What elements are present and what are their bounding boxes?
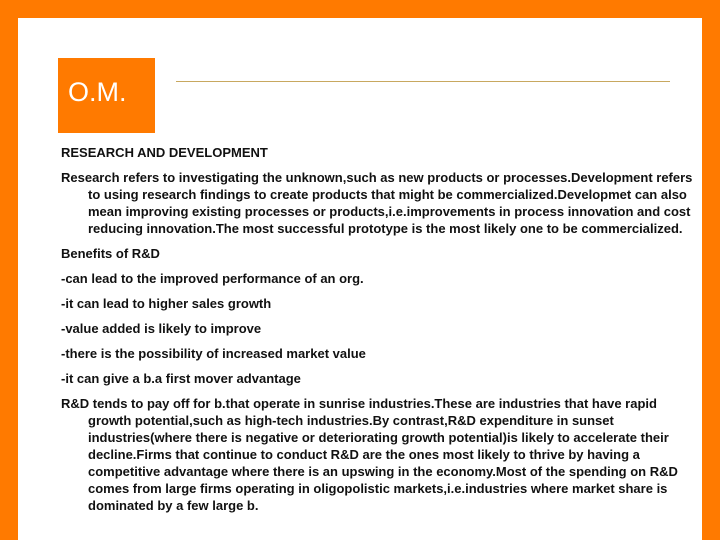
benefit-item: -it can lead to higher sales growth [61,296,272,311]
title-divider [176,81,670,82]
sunrise-industries-paragraph: R&D tends to pay off for b.that operate in sunrise industries.These are industries that have rapid growth potential,such as high-tech industries.By contrast,R&D expenditure in sunset industries(where there is negative or deteriorating growth potential)is likely to accelerate their decline.Firms that continue to conduct R&D are the ones most likely to thrive by having a competitive advantage where there is an upswing in the economy.Most of the spending on R&D comes from large firms operating in oligopolistic markets,i.e.industries where market share is dominated by a few large b. [61,396,678,513]
benefit-item: -can lead to the improved performance of an org. [61,271,364,286]
research-definition-paragraph: Research refers to investigating the unknown,such as new products or processes.Development refers to using research findings to create products that might be commercialized.Developmet can also mean improving existing processes or products,i.e.improvements in process innovation and cost reducing innovation.The most successful prototype is the most likely one to be commercialized. [61,170,693,236]
slide-body [61,144,701,522]
benefits-heading: Benefits of R&D [61,246,160,261]
title-box [58,58,155,133]
benefit-item: -value added is likely to improve [61,321,262,336]
section-heading: RESEARCH AND DEVELOPMENT [61,145,268,160]
benefit-item: -there is the possibility of increased market value [61,346,366,361]
benefit-item: -it can give a b.a first mover advantage [61,371,301,386]
slide [18,18,702,540]
slide-title: O.M. [68,77,127,107]
